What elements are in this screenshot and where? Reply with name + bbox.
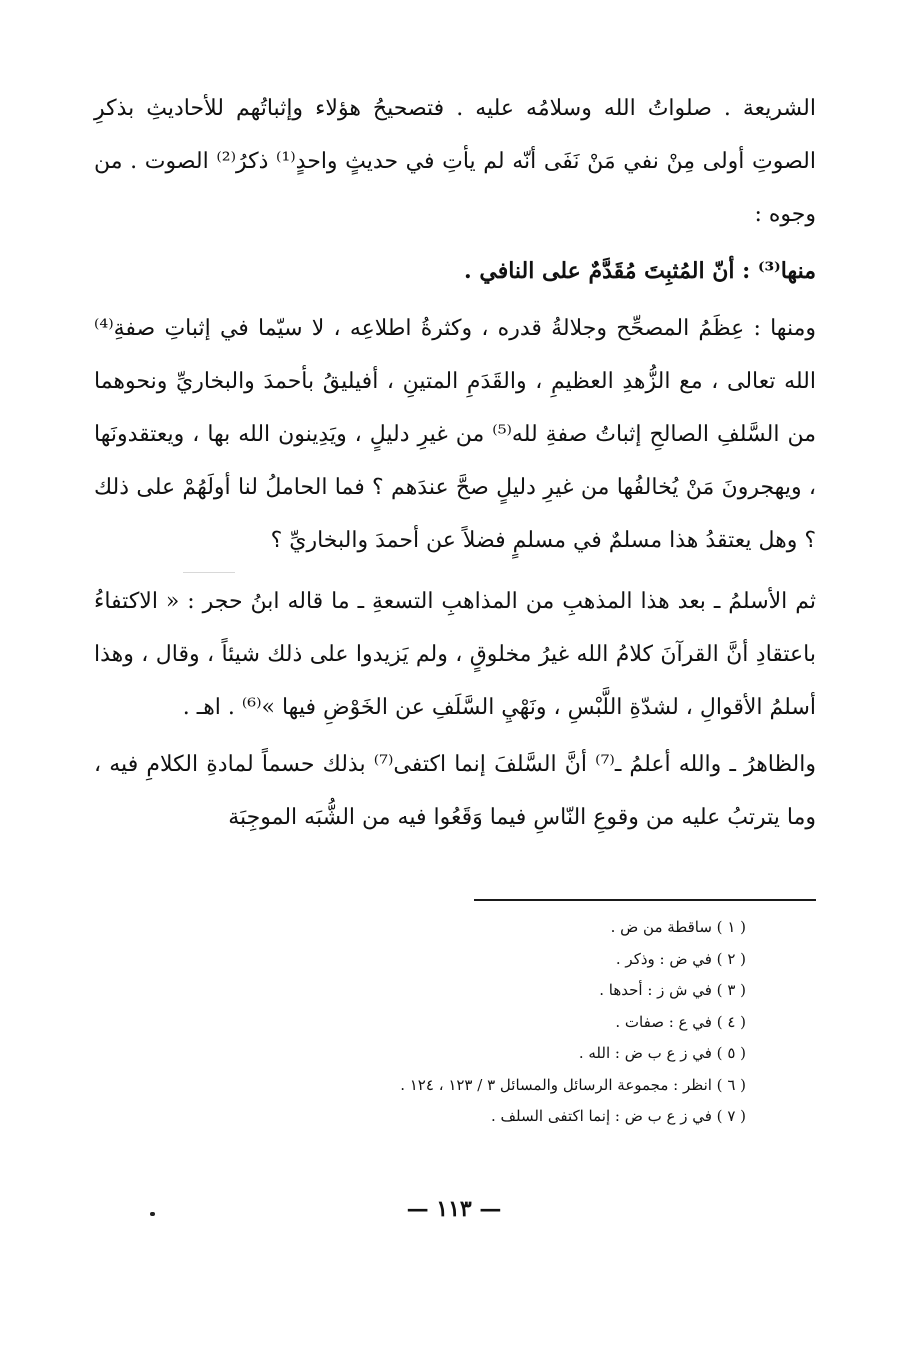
footnote-2: ( ٢ ) في ض : وذكر .	[615, 949, 746, 968]
footnote-4: ( ٤ ) في ع : صفات .	[615, 1012, 746, 1031]
footnote-5: ( ٥ ) في ز ع ب ض : الله .	[578, 1044, 746, 1062]
paragraph-3: ومنها : عِظَمُ المصحِّح وجلالةُ قدره ، وكثرةُ اطلاعِه ، لا سيّما في إثباتِ صفةِ⁽⁴⁾ الله تعالى ، مع الزُّهدِ العظيمِ ، والقَدَمِ المتينِ ، أفيليقُ بأحمدَ والبخاريِّ ونحوهما من السَّلفِ الصالحِ إثباتُ صفةِ لله⁽⁵⁾ من غيرِ دليلٍ ، ويَدِينون الله بها ، ويعتقدونَها ، ويهجرونَ مَنْ يُخالفُها من غيرِ دليلٍ صحَّ عندَهم ؟ فما الحاملُ لنا أولَهُمْ على ذلك ؟ وهل يعتقدُ هذا مسلمٌ في مسلمٍ فضلاً عن أحمدَ والبخاريِّ ؟	[94, 316, 816, 553]
paragraph-2: منها⁽³⁾ : أنّ المُثبِتَ مُقَدَّمٌ على النافي .	[464, 258, 816, 284]
faint-scan-line	[183, 572, 235, 573]
footnote-1: ( ١ ) ساقطة من ض .	[610, 918, 746, 936]
main-text	[94, 82, 816, 844]
footnotes	[226, 912, 746, 1133]
footnote-7: ( ٧ ) في ز ع ب ض : إنما اكتفى السلف .	[490, 1107, 746, 1125]
footnote-6: ( ٦ ) انظر : مجموعة الرسائل والمسائل ٣ / ١٢٣ ، ١٢٤ .	[400, 1075, 746, 1094]
footnote-separator	[474, 899, 816, 901]
footnote-3: ( ٣ ) في ش ز : أحدها .	[599, 981, 746, 999]
paragraph-5: والظاهرُ ـ والله أعلمُ ـ⁽⁷⁾ أنَّ السَّلفَ إنما اكتفى⁽⁷⁾ بذلك حسماً لمادةِ الكلامِ فيه ، وما يترتبُ عليه من وقوعِ النّاسِ فيما وَقَعُوا فيه من الشُّبَه الموجِبَة	[94, 752, 816, 830]
paragraph-1: الشريعة . صلواتُ الله وسلامُه عليه . فتصحيحُ هؤلاء وإثباتُهم للأحاديثِ بذكرِ الصوتِ أولى مِنْ نفي مَنْ نَفَى أنّه لم يأتِ في حديثٍ واحدٍ⁽¹⁾ ذكرُ⁽²⁾ الصوت . من وجوه :	[94, 96, 816, 227]
paragraph-4: ثم الأسلمُ ـ بعد هذا المذهبِ من المذاهبِ التسعةِ ـ ما قاله ابنُ حجر : « الاكتفاءُ باعتقادِ أنَّ القرآنَ كلامُ الله غيرُ مخلوقٍ ، ولم يَزيدوا على ذلك شيئاً ، وقال ، وهذا أسلمُ الأقوالِ ، لشدّةِ اللَّبْسِ ، ونَهْيِ السَّلَفِ عن الخَوْضِ فيها »⁽⁶⁾ . اهـ .	[94, 589, 816, 720]
scan-speck	[150, 1212, 155, 1216]
page-number: — ١١٣ —	[406, 1196, 502, 1222]
